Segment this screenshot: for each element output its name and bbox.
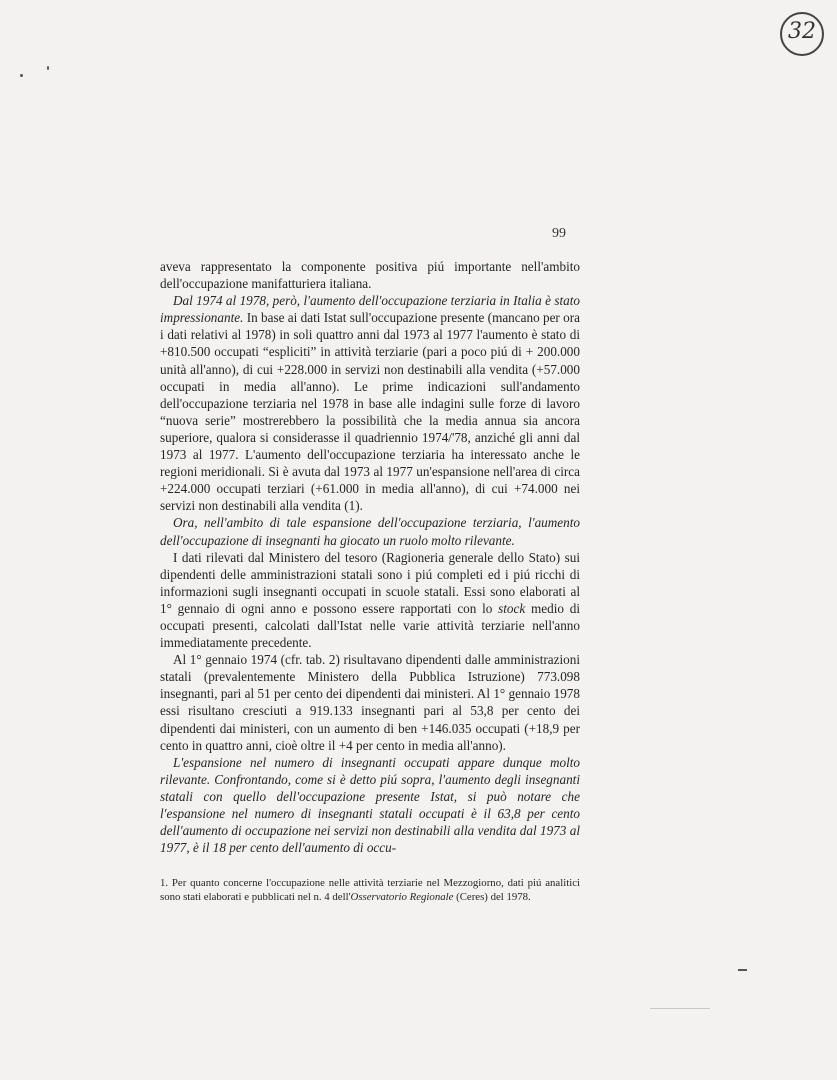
text-run: 1. Per quanto concerne l'occupazione nelle attività terziarie nel Mezzogiorno, dati piú analitici sono stati elaborati e pubblicati nel n. 4 dell' (160, 877, 580, 903)
paragraph (160, 549, 580, 652)
paragraph (160, 651, 580, 754)
text-run: medio di occupati presenti, calcolati dall'Istat nelle varie attività terziarie nell'anno immediatamente precedente. (160, 600, 580, 651)
footnote (160, 876, 580, 904)
italic-text-run: Dal 1974 al 1978, però, l'aumento dell'occupazione terziaria in Italia è stato impressionante. (160, 293, 580, 326)
italic-text-run: L'espansione nel numero di insegnanti occupati appare dunque molto rilevante. Confrontando, come si è detto piú sopra, l'aumento degli insegnanti statali con quello dell'occupazione presente Istat, si può notare che l'espansione nel numero di insegnanti statali occupati è il 63,8 per cento dell'aumento di occupazione nei servizi non destinabili alla vendita dal 1973 al 1977, è il 18 per cento dell'aumento di occu- (160, 754, 580, 856)
text-run: Al 1° gennaio 1974 (cfr. tab. 2) risultavano dipendenti dalle amministrazioni statali (prevalentemente Ministero della Pubblica Istruzione) 773.098 insegnanti, pari al 51 per cento dei dipendenti dai ministeri. Al 1° gennaio 1978 essi risultano cresciuti a 919.133 insegnanti pari al 53,8 per cento dei dipendenti dai ministeri, con un aumento di ben +146.035 occupati (+18,9 per cento in quattro anni, cioè oltre il +4 per cento in media all'anno). (160, 652, 580, 753)
italic-text-run: stock (498, 600, 526, 616)
stamp-number: 32 (788, 19, 816, 44)
text-run: (Ceres) del 1978. (453, 891, 531, 903)
paragraph (160, 258, 580, 292)
scan-line (650, 1008, 710, 1009)
paragraph (160, 514, 580, 548)
page-number: 99 (552, 226, 566, 241)
scan-speck (47, 66, 49, 70)
scan-mark (738, 969, 747, 971)
italic-text-run: Ora, nell'ambito di tale espansione dell'occupazione terziaria, l'aumento dell'occupazione di insegnanti ha giocato un ruolo molto rilevante. (160, 515, 580, 548)
text-run: I dati rilevati dal Ministero del tesoro (Ragioneria generale dello Stato) sui dipendenti delle amministrazioni statali sono i piú completi ed i piú ricchi di informazioni sugli insegnanti occupati in scuole statali. Essi sono elaborati al 1° gennaio di ogni anno e possono essere rapportati con lo (160, 549, 580, 616)
paragraph (160, 292, 580, 514)
paragraph (160, 754, 580, 857)
body-text (160, 258, 580, 856)
handwritten-page-number-stamp (780, 12, 826, 58)
italic-text-run: Osservatorio Regionale (350, 891, 454, 903)
scan-speck (20, 74, 23, 77)
text-run: aveva rappresentato la componente positiva piú importante nell'ambito dell'occupazione manifatturiera italiana. (160, 259, 580, 292)
text-run: In base ai dati Istat sull'occupazione presente (mancano per ora i dati relativi al 1978) in soli quattro anni dal 1973 al 1977 l'aumento è stato di +810.500 occupati “espliciti” in attività terziarie (pari a poco piú di + 200.000 unità all'anno), di cui +228.000 in servizi non destinabili alla vendita (+57.000 occupati in media all'anno). Le prime indicazioni sull'andamento dell'occupazione terziaria nel 1978 in base alle indagini sulle forze di lavoro “nuova serie” mostrerebbero la possibilità che la media annua sia ancora superiore, qualora si considerasse il quadriennio 1974/'78, anziché gli anni dal 1973 al 1977. L'aumento dell'occupazione terziaria ha interessato anche le regioni meridionali. Si è avuta dal 1973 al 1977 un'espansione nell'area di circa +224.000 occupati terziari (+61.000 in media all'anno), di cui +74.000 nei servizi non destinabili alla vendita (1). (160, 310, 580, 514)
